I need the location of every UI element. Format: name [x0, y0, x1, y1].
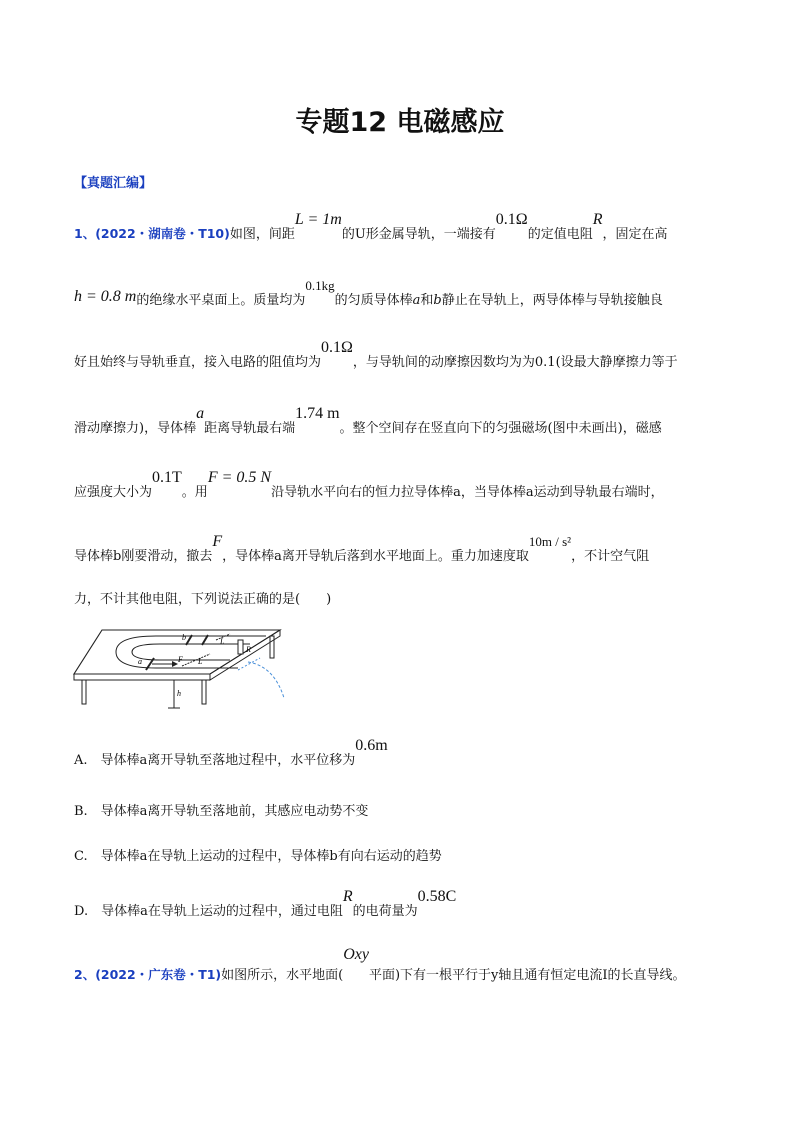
option-a[interactable]: A. 导体棒a离开导轨至落地过程中，水平位移为0.6m — [74, 737, 388, 768]
option-c[interactable]: C. 导体棒a在导轨上运动的过程中，导体棒b有向右运动的趋势 — [74, 849, 442, 864]
q1-line-4: 滑动摩擦力)，导体棒a距离导轨最右端1.74 m。整个空间存在竖直向下的匀强磁场(图中未画出)，磁感 — [74, 405, 662, 436]
q1-number: 1、(2022・湖南卷・T10) — [74, 226, 230, 241]
math-r2: 0.1Ω — [321, 339, 353, 356]
math-g: 10m / s² — [528, 534, 572, 549]
section-heading: 【真题汇编】 — [74, 176, 153, 191]
page-title: 专题12 电磁感应 — [295, 107, 505, 138]
label-h: h — [177, 689, 181, 698]
q1-line-2: h = 0.8 m的绝缘水平桌面上。质量均为0.1kg的匀质导体棒a和b静止在导轨上，两导体棒与导轨接触良 — [74, 278, 663, 308]
math-h: h = 0.8 m — [74, 288, 137, 305]
q1-line-3: 好且始终与导轨垂直，接入电路的阻值均为0.1Ω，与导轨间的动摩擦因数均为为0.1(设最大静摩擦力等于 — [74, 339, 678, 370]
label-F: F — [178, 655, 183, 664]
label-a: a — [138, 657, 142, 666]
option-b[interactable]: B. 导体棒a离开导轨至落地前，其感应电动势不变 — [74, 804, 369, 819]
math-R: R — [592, 211, 603, 228]
q2-line-1: 2、(2022・广东卷・T1)如图所示，水平地面(Oxy平面)下有一根平行于y轴且通有恒定电流I的长直导线。 — [74, 946, 686, 983]
math-F: F = 0.5 N — [207, 469, 272, 486]
math-B: 0.1T — [152, 469, 182, 486]
rail-diagram — [70, 622, 300, 722]
label-b: b — [182, 633, 186, 642]
math-oxy: Oxy — [343, 946, 369, 963]
q1-line-5: 应强度大小为0.1T。用F = 0.5 N沿导轨水平向右的恒力拉导体棒a，当导体棒a运动到导轨最右端时， — [74, 469, 664, 500]
math-mass: 0.1kg — [305, 278, 335, 293]
option-d[interactable]: D. 导体棒a在导轨上运动的过程中，通过电阻R的电荷量为0.58C — [74, 888, 457, 919]
math-r1: 0.1Ω — [495, 211, 528, 228]
math-distance: 1.74 m — [295, 405, 340, 422]
label-L2: L — [220, 637, 225, 646]
q1-line-1: 1、(2022・湖南卷・T10)如图，间距L = 1m的U形金属导轨，一端接有0.1Ω的定值电阻R，固定在高 — [74, 211, 668, 242]
q1-line-7: 力，不计其他电阻，下列说法正确的是( ) — [74, 592, 332, 607]
label-L1: L — [198, 657, 203, 666]
math-L: L = 1m — [294, 211, 342, 228]
q2-number: 2、(2022・广东卷・T1) — [74, 967, 222, 982]
label-R: R — [246, 645, 251, 654]
q1-line-6: 导体棒b刚要滑动，撤去F，导体棒a离开导轨后落到水平地面上。重力加速度取10m / s²，不计空气阻 — [74, 533, 650, 564]
